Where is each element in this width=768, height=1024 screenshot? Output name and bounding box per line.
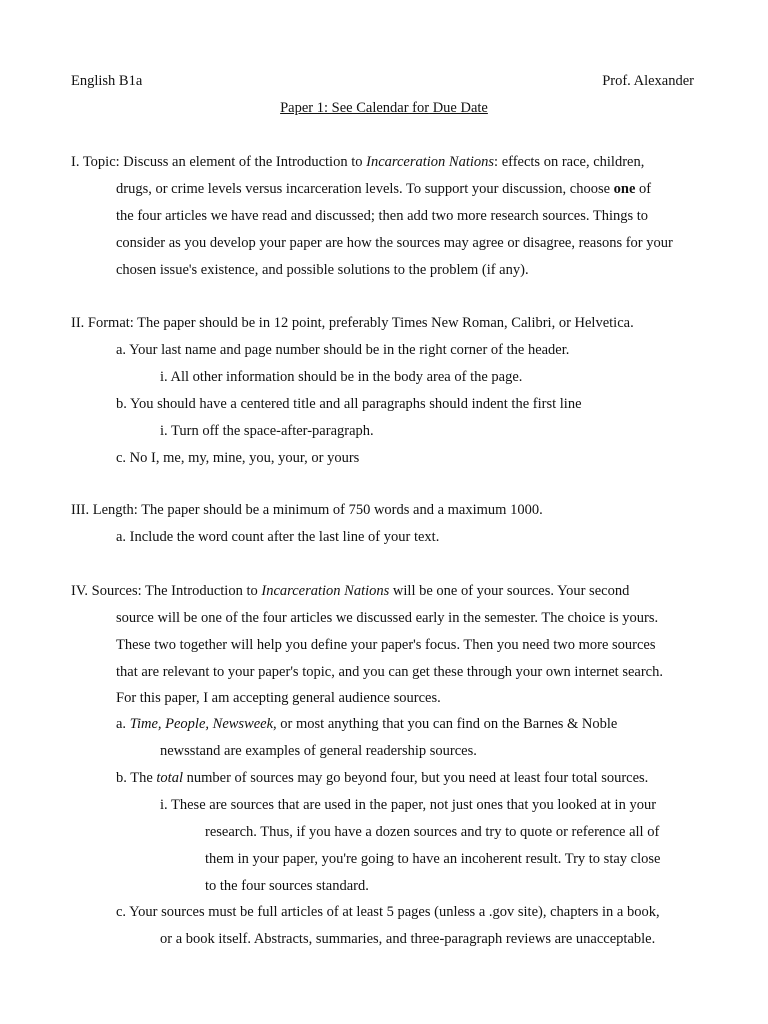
topic-line-5: chosen issue's existence, and possible solutions to the problem (if any). <box>116 262 529 278</box>
topic-line-2: drugs, or crime levels versus incarceration levels. To support your discussion, choose one of <box>116 181 652 197</box>
topic-line-3: the four articles we have read and discussed; then add two more research sources. Things to <box>116 208 649 224</box>
sources-item-a-line-2: newsstand are examples of general readership sources. <box>160 743 477 759</box>
sources-item-b-i-line-4: to the four sources standard. <box>205 878 369 894</box>
format-item-c: c. No I, me, my, mine, you, your, or yours <box>116 450 360 466</box>
length-item-a: a. Include the word count after the last line of your text. <box>116 529 440 545</box>
sources-line-2: source will be one of the four articles we discussed early in the semester. The choice is yours. <box>116 610 659 626</box>
sources-line-1: IV. Sources: The Introduction to Incarceration Nations will be one of your sources. Your second <box>71 583 630 599</box>
sources-item-b-i-line-1: i. These are sources that are used in the paper, not just ones that you looked at in your <box>160 797 657 813</box>
sources-line-3: These two together will help you define your paper's focus. Then you need two more sources <box>116 637 656 653</box>
sources-item-c-line-1: c. Your sources must be full articles of at least 5 pages (unless a .gov site), chapters in a book, <box>116 904 660 920</box>
topic-line-4: consider as you develop your paper are how the sources may agree or disagree, reasons for your <box>116 235 673 251</box>
length-heading: III. Length: The paper should be a minimum of 750 words and a maximum 1000. <box>71 502 543 518</box>
sources-item-b-i-line-2: research. Thus, if you have a dozen sources and try to quote or reference all of <box>205 824 660 840</box>
format-item-a-i: i. All other information should be in the body area of the page. <box>160 369 523 385</box>
sources-line-5: For this paper, I am accepting general audience sources. <box>116 690 441 706</box>
emphasis-total: total <box>156 770 183 786</box>
sources-item-a: a. Time, People, Newsweek, or most anything that you can find on the Barnes & Noble <box>116 716 618 732</box>
format-item-b: b. You should have a centered title and all paragraphs should indent the first line <box>116 396 582 412</box>
format-item-b-i: i. Turn off the space-after-paragraph. <box>160 423 374 439</box>
page-title: Paper 1: See Calendar for Due Date <box>280 100 488 116</box>
format-item-a: a. Your last name and page number should be in the right corner of the header. <box>116 342 570 358</box>
book-title: Incarceration Nations <box>366 154 495 170</box>
format-heading: II. Format: The paper should be in 12 point, preferably Times New Roman, Calibri, or Helvetica. <box>71 315 634 331</box>
sources-item-b-i-line-3: them in your paper, you're going to have an incoherent result. Try to stay close <box>205 851 661 867</box>
magazine-names: Time, People, Newsweek <box>129 716 274 732</box>
course-name: English B1a <box>71 73 143 89</box>
sources-item-c-line-2: or a book itself. Abstracts, summaries, and three-paragraph reviews are unacceptable. <box>160 931 656 947</box>
professor-name: Prof. Alexander <box>602 73 694 89</box>
emphasis-one: one <box>613 181 636 197</box>
topic-line-1: I. Topic: Discuss an element of the Introduction to Incarceration Nations: effects on race, children, <box>71 154 645 170</box>
sources-item-b: b. The total number of sources may go beyond four, but you need at least four total sources. <box>116 770 649 786</box>
sources-line-4: that are relevant to your paper's topic, and you can get these through your own internet search. <box>116 664 663 680</box>
book-title: Incarceration Nations <box>261 583 390 599</box>
